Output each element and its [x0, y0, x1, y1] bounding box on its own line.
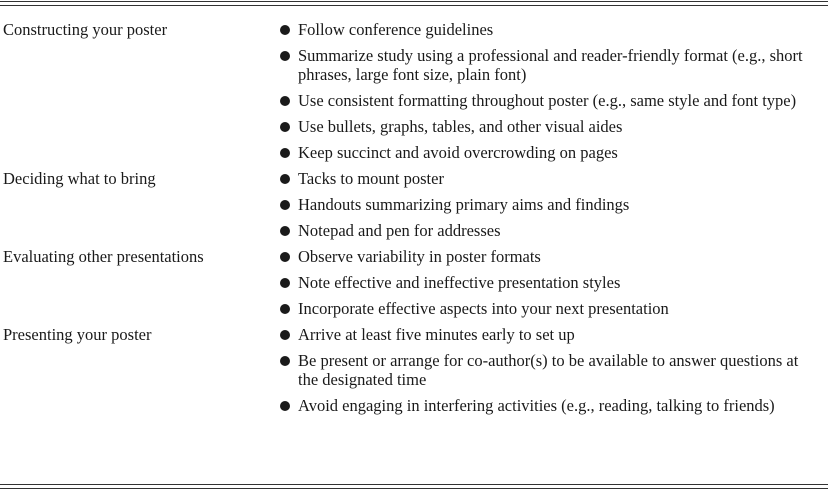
bottom-rule: [0, 484, 828, 485]
list-item: [276, 299, 816, 318]
section-deciding-what-to-bring: [0, 169, 828, 247]
item-text: Tacks to mount poster: [298, 169, 444, 188]
bullet-icon: [280, 226, 290, 236]
bullet-icon: [280, 25, 290, 35]
bullet-icon: [280, 51, 290, 61]
item-text: Avoid engaging in interfering activities (e.g., reading, talking to friends): [298, 396, 775, 415]
list-item: [276, 396, 816, 415]
bullet-icon: [280, 304, 290, 314]
list-item: [276, 46, 816, 84]
item-text: Keep succinct and avoid overcrowding on pages: [298, 143, 618, 162]
section-presenting-your-poster: [0, 325, 828, 415]
bullet-list: [276, 169, 816, 247]
item-text: Handouts summarizing primary aims and findings: [298, 195, 630, 214]
section-constructing-your-poster: [0, 20, 828, 169]
bullet-icon: [280, 330, 290, 340]
section-evaluating-other-presentations: [0, 247, 828, 325]
list-item: [276, 221, 816, 240]
top-rule-inner: [0, 5, 828, 6]
poster-guidelines-table: [0, 20, 828, 415]
section-label: Evaluating other presentations: [3, 247, 204, 266]
bullet-icon: [280, 200, 290, 210]
list-item: [276, 117, 816, 136]
list-item: [276, 20, 816, 39]
item-text: Summarize study using a professional and reader-friendly format (e.g., short phrases, large font size, plain font): [298, 46, 803, 84]
list-item: [276, 247, 816, 266]
list-item: [276, 195, 816, 214]
list-item: [276, 273, 816, 292]
bullet-icon: [280, 401, 290, 411]
item-text: Note effective and ineffective presentation styles: [298, 273, 621, 292]
bullet-icon: [280, 96, 290, 106]
item-text: Arrive at least five minutes early to set up: [298, 325, 575, 344]
bullet-list: [276, 20, 816, 169]
list-item: [276, 143, 816, 162]
section-label: Presenting your poster: [3, 325, 152, 344]
item-text: Follow conference guidelines: [298, 20, 494, 39]
bullet-icon: [280, 252, 290, 262]
item-text: Use bullets, graphs, tables, and other visual aides: [298, 117, 623, 136]
item-text: Notepad and pen for addresses: [298, 221, 501, 240]
bullet-icon: [280, 278, 290, 288]
bullet-icon: [280, 356, 290, 366]
section-label: Deciding what to bring: [3, 169, 156, 188]
item-text: Incorporate effective aspects into your next presentation: [298, 299, 669, 318]
list-item: [276, 91, 816, 110]
section-label: Constructing your poster: [3, 20, 168, 39]
bullet-icon: [280, 174, 290, 184]
list-item: [276, 351, 816, 389]
item-text: Be present or arrange for co-author(s) to be available to answer questions at the designated time: [298, 351, 799, 389]
bullet-list: [276, 325, 816, 415]
item-text: Use consistent formatting throughout poster (e.g., same style and font type): [298, 91, 797, 110]
list-item: [276, 169, 816, 188]
bullet-icon: [280, 122, 290, 132]
list-item: [276, 325, 816, 344]
bottom-rule-inner: [0, 488, 828, 489]
bullet-list: [276, 247, 816, 325]
top-rule: [0, 1, 828, 2]
bullet-icon: [280, 148, 290, 158]
item-text: Observe variability in poster formats: [298, 247, 541, 266]
